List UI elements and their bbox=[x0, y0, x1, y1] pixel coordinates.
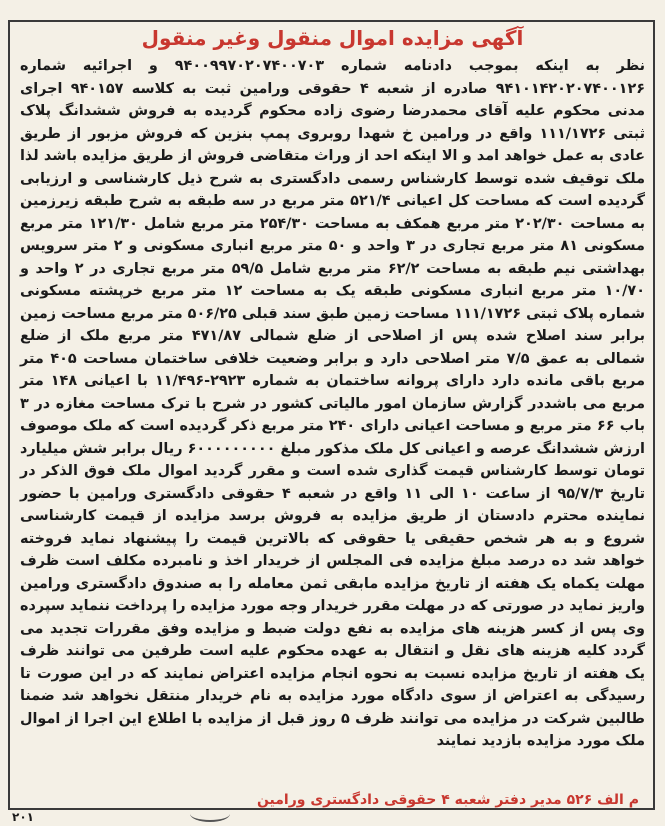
notice-title: آگهی مزایده اموال منقول وغیر منقول bbox=[141, 26, 524, 50]
notice-body: نظر به اینکه بموجب دادنامه شماره ۹۴۰۰۹۹۷۰۲۰۷۴۰۰۷۰۳ و اجرائیه شماره ۹۴۱۰۱۴۲۰۲۰۷۴۰۰۱۲۶ صادره از شعبه ۴ حقوقی ورامین ثبت به کلاسه ۹۴۰۱۵۷ اجرای مدنی محکوم علیه آقای محمدرضا رضوی زاده محکوم گردیده به فروش ششدانگ پلاک ثبتی ۱۱۱/۱۷۲۶ واقع در ورامین خ شهدا روبروی پمپ بنزین که فروش مزبور از طریق عادی به عمل خواهد امد و الا اینکه احد از وراث متقاضی فروش از طریق مزایده باشد لذا ملک توقیف شده توسط کارشناس رسمی دادگستری به شرح ذیل کارشناسی و ارزیابی گردیده است که مساحت کل اعیانی ۵۲۱/۴ متر مربع در سه طبقه به شرح طبقه زیرزمین به مساحت ۲۰۲/۳۰ متر مربع همکف به مساحت ۲۵۴/۳۰ متر مربع شامل ۱۲۱/۳۰ متر مربع مسکونی ۸۱ متر مربع تجاری در ۳ واحد و ۵۰ متر مربع انباری مسکونی و ۲ متر سرویس بهداشتی نیم طبقه به مساحت ۶۲/۲ متر مربع شامل ۵۹/۵ متر مربع تجاری در ۲ واحد و ۱۰/۷۰ متر مربع انباری مسکونی طبقه یک به مساحت ۱۲ متر مربع خرپشته مسکونی شماره پلاک ثبتی ۱۱۱/۱۷۲۶ مساحت زمین طبق سند قبلی ۵۰۶/۲۵ متر مربع مساحت زمین برابر سند اصلاح شده پس از اصلاحی از ضلع شمالی ۴۷۱/۸۷ متر مربع ملک از ضلع شمالی به عمق ۷/۵ متر اصلاحی دارد و برابر وضعیت خلافی ساختمان مساحت ۴۰۵ متر مربع باقی مانده دارد دارای پروانه ساختمان به شماره ۲۹۲۳-۱۱/۴۹۶ با اعیانی ۱۴۸ متر مربع می باشددر گزارش سازمان امور مالیاتی کشور در شرح با ترک مساحت مغازه در ۳ باب ۶۶ متر مربع و مساحت اعیانی دارای ۲۴۰ متر مربع ذکر گردیده است که ملک موصوف ارزش ششدانگ عرصه و اعیانی کل ملک مذکور مبلغ ۶۰۰۰۰۰۰۰۰۰ ریال برابر شش میلیارد تومان توسط کارشناس قیمت گذاری شده است و مقرر گردید اموال ملک فوق الذکر در تاریخ ۹۵/۷/۳ از ساعت ۱۰ الی ۱۱ واقع در شعبه ۴ حقوقی دادگستری ورامین با حضور نماینده محترم دادستان از طریق مزایده به فروش برسد مزایده از قیمت کارشناسی شروع و به هر شخص حقیقی یا حقوقی که بالاترین قیمت را پیشنهاد نماید فروخته خواهد شد ده درصد مبلغ مزایده فی المجلس از خریدار اخذ و نامبرده مکلف است ظرف مهلت یکماه یک هفته از تاریخ مزایده مابقی ثمن معامله را به صندوق دادگستری ورامین واریز نماید در صورتی که در مهلت مقرر خریدار وجه مورد مزایده را پرداخت ننماید سپرده وی پس از کسر هزینه های مزایده به نفع دولت ضبط و مزایده وفق مقررات تجدید می گردد کلیه هزینه های نقل و انتقال به عهده محکوم علیه است طرفین می توانند ظرف یک هفته از تاریخ مزایده نسبت به نحوه انجام مزایده اعتراض نمایند که در این صورت تا رسیدگی به اعتراض از سوی دادگاه مورد مزایده به نام خریدار منتقل نخواهد شد ضمنا طالبین شرکت در مزایده می توانند ظرف ۵ روز قبل از مزایده با اطلاع این اجرا از اموال ملک مورد مزایده بازدید نمایند bbox=[20, 58, 646, 749]
handwritten-mark bbox=[190, 806, 230, 822]
corner-number: ۲۰۱ bbox=[12, 810, 34, 824]
notice-signature: م الف ۵۲۶ مدیر دفتر شعبه ۴ حقوقی دادگستری ورامین bbox=[256, 792, 639, 808]
